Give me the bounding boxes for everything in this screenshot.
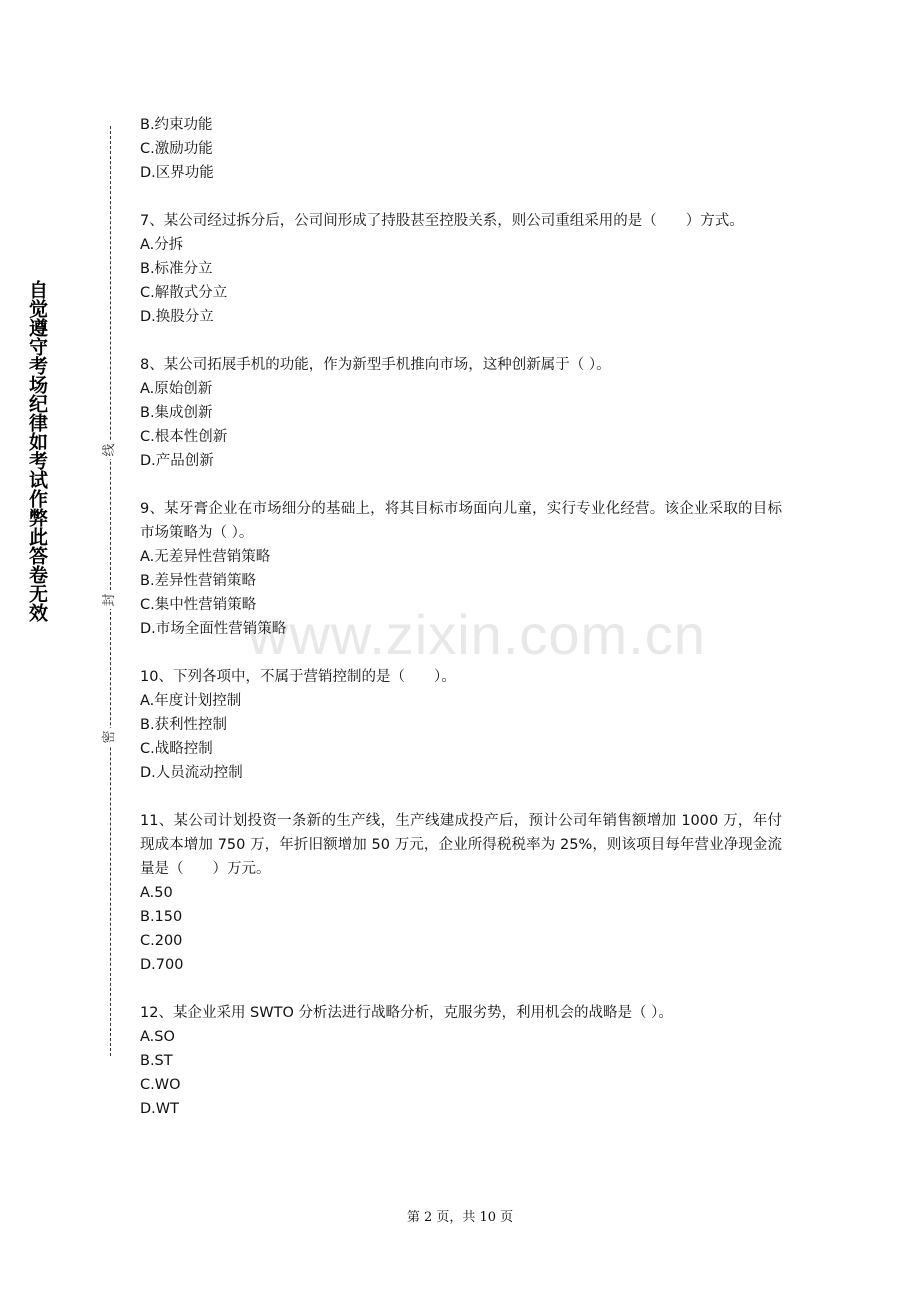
binding-mark-mi: 密 xyxy=(100,728,120,746)
watermark: www.zixin.com.cn xyxy=(248,603,706,666)
option: C.WO xyxy=(140,1077,181,1093)
option: D.区界功能 xyxy=(140,165,214,181)
option: A.年度计划控制 xyxy=(140,693,242,709)
page-footer: 第 2 页，共 10 页 xyxy=(406,1210,514,1225)
binding-mark-feng: 封 xyxy=(100,591,120,609)
option: B.获利性控制 xyxy=(140,717,228,733)
question-stem: 10、下列各项中，不属于营销控制的是（ ）。 xyxy=(140,669,456,685)
exam-discipline-notice: 自觉遵守考场纪律如考试作弊此答卷无效 xyxy=(26,280,48,622)
option: D.产品创新 xyxy=(140,453,214,469)
option: B.差异性营销策略 xyxy=(140,573,257,589)
option: B.集成创新 xyxy=(140,405,213,421)
option: C.战略控制 xyxy=(140,741,213,757)
option: B.约束功能 xyxy=(140,117,213,133)
question-stem: 9、某牙膏企业在市场细分的基础上，将其目标市场面向儿童，实行专业化经营。该企业采取的目标市场策略为（ ）。 xyxy=(140,501,782,541)
question-6-continued xyxy=(140,113,782,185)
question-stem: 11、某公司计划投资一条新的生产线，生产线建成投产后，预计公司年销售额增加 1000 万，年付现成本增加 750 万，年折旧额增加 50 万元，企业所得税税率为 25%，则该项目每年营业净现金流量是（ ）万元。 xyxy=(140,813,782,877)
question-11 xyxy=(140,809,782,977)
option: C.激励功能 xyxy=(140,141,213,157)
option: D.WT xyxy=(140,1101,179,1117)
option: A.50 xyxy=(140,885,173,901)
option: B.150 xyxy=(140,909,183,925)
option: A.无差异性营销策略 xyxy=(140,549,271,565)
option: C.200 xyxy=(140,933,183,949)
option: C.根本性创新 xyxy=(140,429,228,445)
option: A.原始创新 xyxy=(140,381,213,397)
question-stem: 8、某公司拓展手机的功能，作为新型手机推向市场，这种创新属于（ ）。 xyxy=(140,357,611,373)
binding-mark-xian: 线 xyxy=(100,441,120,459)
option: C.解散式分立 xyxy=(140,285,228,301)
option: D.市场全面性营销策略 xyxy=(140,621,287,637)
question-12 xyxy=(140,1001,782,1121)
question-list xyxy=(140,113,782,1121)
question-9 xyxy=(140,497,782,641)
option: D.人员流动控制 xyxy=(140,765,243,781)
question-8 xyxy=(140,353,782,473)
option: B.标准分立 xyxy=(140,261,213,277)
question-stem: 7、某公司经过拆分后，公司间形成了持股甚至控股关系，则公司重组采用的是（ ）方式。 xyxy=(140,213,744,229)
option: B.ST xyxy=(140,1053,173,1069)
option: D.700 xyxy=(140,957,184,973)
option: D.换股分立 xyxy=(140,309,214,325)
option: A.分拆 xyxy=(140,237,184,253)
option: C.集中性营销策略 xyxy=(140,597,257,613)
option: A.SO xyxy=(140,1029,175,1045)
question-7 xyxy=(140,209,782,329)
question-10 xyxy=(140,665,782,785)
question-stem: 12、某企业采用 SWTO 分析法进行战略分析，克服劣势，利用机会的战略是（ ）。 xyxy=(140,1005,673,1021)
